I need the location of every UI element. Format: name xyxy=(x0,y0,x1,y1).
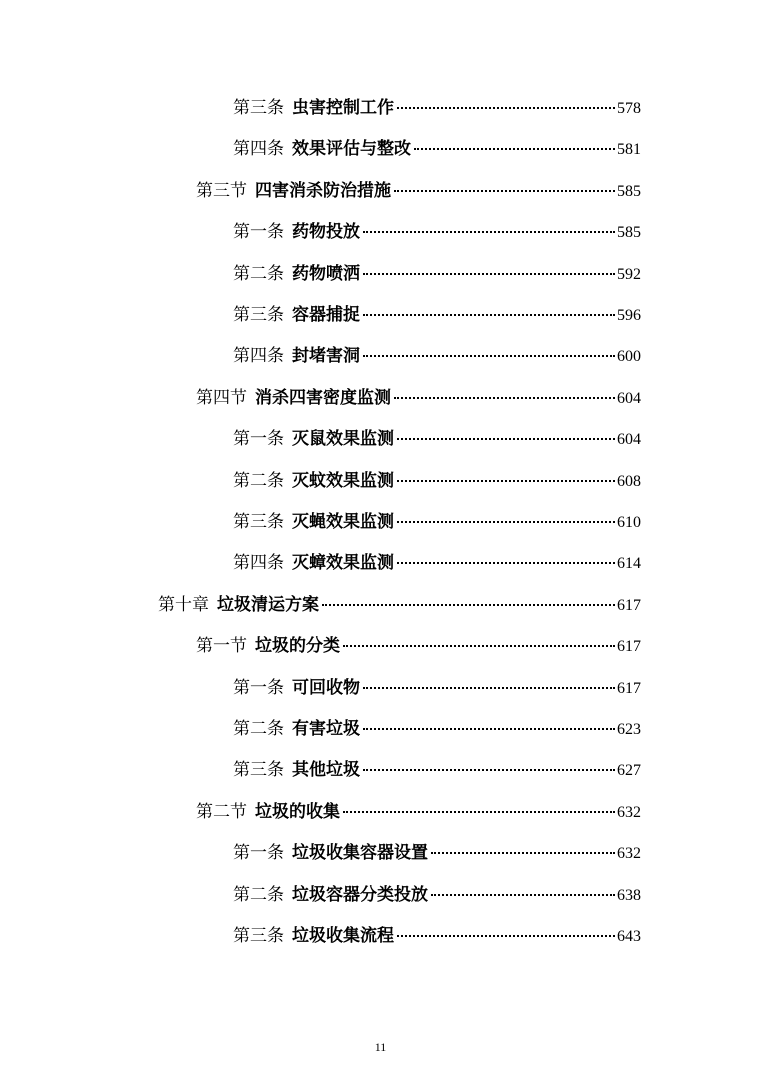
dot-leader xyxy=(343,644,615,647)
toc-entry-page: 632 xyxy=(617,804,641,821)
toc-entry-number: 第二条 xyxy=(233,264,284,284)
toc-entry-title: 垃圾的收集 xyxy=(255,802,340,822)
toc-entry[interactable] xyxy=(233,841,641,865)
toc-entry[interactable] xyxy=(233,469,641,493)
toc-entry-number: 第三节 xyxy=(196,181,247,201)
dot-leader xyxy=(397,934,615,937)
toc-entry-number: 第一条 xyxy=(233,222,284,242)
toc-entry-page: 643 xyxy=(617,928,641,945)
toc-entry-title: 虫害控制工作 xyxy=(292,98,394,118)
toc-entry-title: 有害垃圾 xyxy=(292,719,360,739)
toc-entry-number: 第一节 xyxy=(196,636,247,656)
dot-leader xyxy=(363,686,615,689)
toc-entry[interactable] xyxy=(233,924,641,948)
dot-leader xyxy=(397,106,615,109)
toc-entry-number: 第二条 xyxy=(233,471,284,491)
toc-entry-page: 604 xyxy=(617,431,641,448)
toc-entry[interactable] xyxy=(233,344,641,368)
toc-entry-number: 第三条 xyxy=(233,98,284,118)
toc-entry-page: 638 xyxy=(617,887,641,904)
toc-entry-page: 623 xyxy=(617,721,641,738)
toc-entry-title: 垃圾收集流程 xyxy=(292,926,394,946)
toc-entry-number: 第三条 xyxy=(233,926,284,946)
toc-entry-title: 药物喷洒 xyxy=(292,264,360,284)
dot-leader xyxy=(414,147,615,150)
toc-entry-title: 可回收物 xyxy=(292,678,360,698)
toc-entry-page: 614 xyxy=(617,555,641,572)
toc-entry-page: 632 xyxy=(617,845,641,862)
toc-entry[interactable] xyxy=(233,96,641,120)
toc-entry-page: 610 xyxy=(617,514,641,531)
toc-entry-number: 第四条 xyxy=(233,553,284,573)
toc-entry-number: 第一条 xyxy=(233,843,284,863)
dot-leader xyxy=(397,437,615,440)
toc-entry-page: 581 xyxy=(617,141,641,158)
dot-leader xyxy=(397,561,615,564)
toc-entry-page: 585 xyxy=(617,183,641,200)
toc-entry-page: 600 xyxy=(617,348,641,365)
toc-entry-number: 第十章 xyxy=(158,595,209,615)
dot-leader xyxy=(394,396,615,399)
toc-entry[interactable] xyxy=(233,262,641,286)
toc-entry-number: 第二节 xyxy=(196,802,247,822)
toc-entry[interactable] xyxy=(233,883,641,907)
dot-leader xyxy=(363,230,615,233)
toc-entry-page: 585 xyxy=(617,224,641,241)
toc-entry-title: 灭蟑效果监测 xyxy=(292,553,394,573)
toc-entry-number: 第一条 xyxy=(233,678,284,698)
toc-entry[interactable] xyxy=(233,676,641,700)
toc-entry-title: 封堵害洞 xyxy=(292,346,360,366)
dot-leader xyxy=(322,603,615,606)
toc-entry-title: 其他垃圾 xyxy=(292,760,360,780)
toc-entry-page: 578 xyxy=(617,100,641,117)
toc-entry[interactable] xyxy=(233,220,641,244)
toc-entry-number: 第一条 xyxy=(233,429,284,449)
dot-leader xyxy=(363,768,615,771)
toc-entry[interactable] xyxy=(233,427,641,451)
toc-entry-title: 药物投放 xyxy=(292,222,360,242)
dot-leader xyxy=(431,851,615,854)
dot-leader xyxy=(397,520,615,523)
toc-entry[interactable] xyxy=(196,634,641,658)
toc-entry-page: 596 xyxy=(617,307,641,324)
toc-entry[interactable] xyxy=(233,510,641,534)
toc-entry-title: 容器捕捉 xyxy=(292,305,360,325)
toc-entry[interactable] xyxy=(233,551,641,575)
dot-leader xyxy=(363,354,615,357)
toc-entry-number: 第三条 xyxy=(233,760,284,780)
toc-entry[interactable] xyxy=(233,303,641,327)
toc-entry-number: 第二条 xyxy=(233,719,284,739)
toc-entry-number: 第四节 xyxy=(196,388,247,408)
toc-entry-title: 垃圾的分类 xyxy=(255,636,340,656)
toc-entry-number: 第四条 xyxy=(233,346,284,366)
toc-entry-title: 垃圾清运方案 xyxy=(217,595,319,615)
toc-entry-page: 617 xyxy=(617,638,641,655)
toc-entry[interactable] xyxy=(233,717,641,741)
toc-entry-number: 第四条 xyxy=(233,139,284,159)
toc-entry-page: 592 xyxy=(617,266,641,283)
toc-entry[interactable] xyxy=(233,137,641,161)
toc-entry[interactable] xyxy=(196,179,641,203)
dot-leader xyxy=(363,727,615,730)
toc-entry[interactable] xyxy=(196,386,641,410)
toc-entry-title: 垃圾收集容器设置 xyxy=(292,843,428,863)
toc-entry-number: 第二条 xyxy=(233,885,284,905)
toc-entry-title: 效果评估与整改 xyxy=(292,139,411,159)
toc-entry[interactable] xyxy=(233,758,641,782)
dot-leader xyxy=(394,189,615,192)
toc-entry-title: 消杀四害密度监测 xyxy=(255,388,391,408)
dot-leader xyxy=(343,810,615,813)
toc-entry-number: 第三条 xyxy=(233,305,284,325)
dot-leader xyxy=(397,479,615,482)
dot-leader xyxy=(363,272,615,275)
toc-entry-page: 627 xyxy=(617,762,641,779)
dot-leader xyxy=(431,893,615,896)
toc-entry[interactable] xyxy=(158,593,641,617)
toc-entry-page: 617 xyxy=(617,597,641,614)
toc-entry-title: 灭鼠效果监测 xyxy=(292,429,394,449)
toc-entry-number: 第三条 xyxy=(233,512,284,532)
toc-entry-page: 617 xyxy=(617,680,641,697)
dot-leader xyxy=(363,313,615,316)
toc-entry-title: 灭蝇效果监测 xyxy=(292,512,394,532)
page-number: 11 xyxy=(374,1040,387,1054)
toc-entry[interactable] xyxy=(196,800,641,824)
toc-entry-title: 垃圾容器分类投放 xyxy=(292,885,428,905)
toc-entry-page: 604 xyxy=(617,390,641,407)
toc-entry-page: 608 xyxy=(617,473,641,490)
toc-entry-title: 四害消杀防治措施 xyxy=(255,181,391,201)
toc-entry-title: 灭蚊效果监测 xyxy=(292,471,394,491)
